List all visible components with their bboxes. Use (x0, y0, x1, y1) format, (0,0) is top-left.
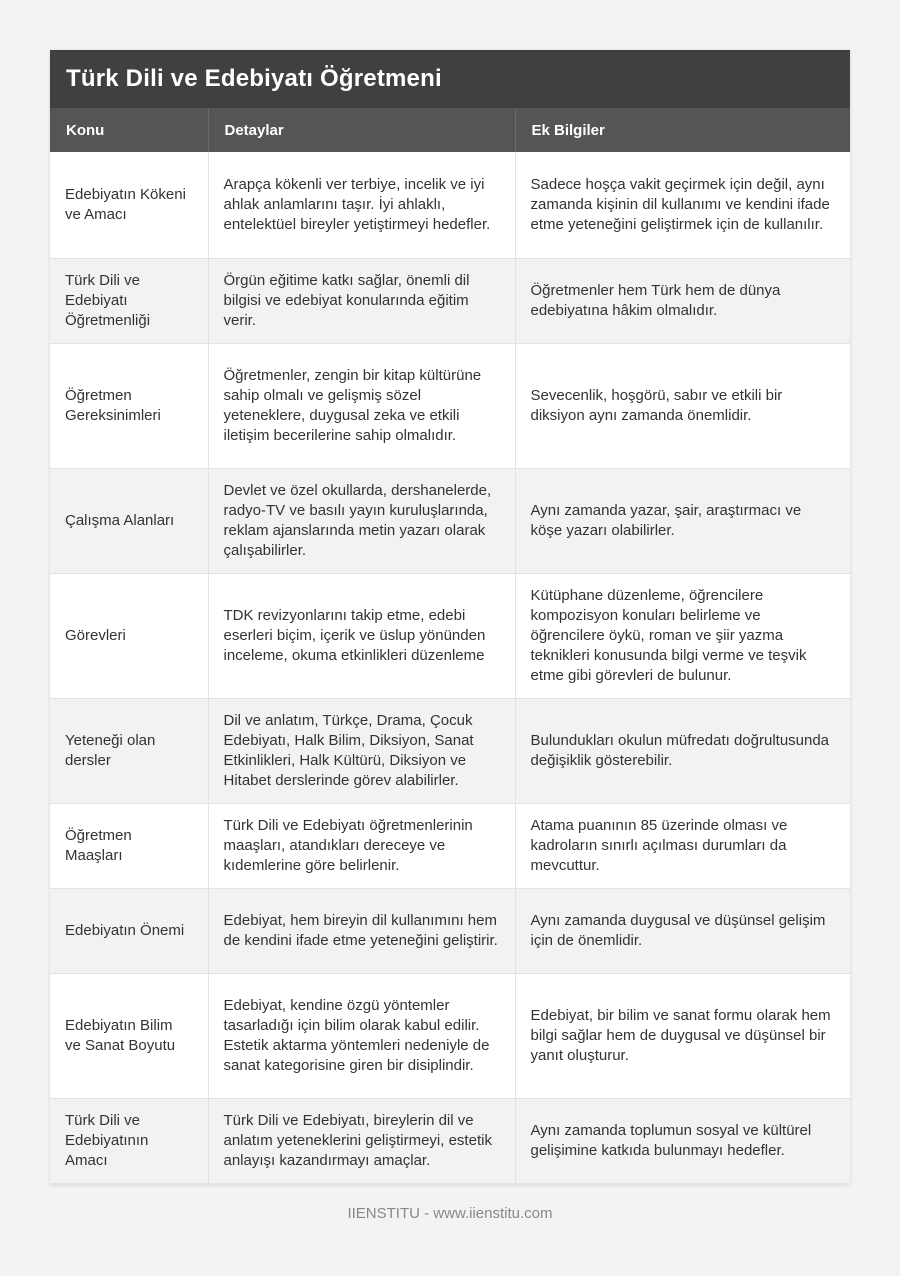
cell-konu: Edebiyatın Kökeni ve Amacı (50, 152, 208, 258)
cell-konu: Türk Dili ve Edebiyatının Amacı (50, 1098, 208, 1183)
table-row (50, 258, 850, 343)
title-bar (50, 50, 850, 108)
cell-detaylar: Edebiyat, hem bireyin dil kullanımını hem de kendini ifade etme yeteneğini geliştirir. (208, 888, 515, 973)
column-header-ek-bilgiler: Ek Bilgiler (515, 108, 850, 152)
table-row (50, 698, 850, 803)
table-row (50, 152, 850, 258)
cell-konu: Yeteneği olan dersler (50, 698, 208, 803)
column-header-detaylar: Detaylar (208, 108, 515, 152)
cell-konu: Edebiyatın Önemi (50, 888, 208, 973)
cell-ek-bilgiler: Atama puanının 85 üzerinde olması ve kadroların sınırlı açılması durumları da mevcuttur. (515, 803, 850, 888)
column-header-konu: Konu (50, 108, 208, 152)
cell-konu: Edebiyatın Bilim ve Sanat Boyutu (50, 973, 208, 1098)
cell-detaylar: Dil ve anlatım, Türkçe, Drama, Çocuk Edebiyatı, Halk Bilim, Diksiyon, Sanat Etkinlikleri, Halk Kültürü, Diksiyon ve Hitabet derslerinde görev alabilirler. (208, 698, 515, 803)
cell-detaylar: Öğretmenler, zengin bir kitap kültürüne sahip olmalı ve gelişmiş sözel yeteneklere, duygusal zeka ve etkili iletişim becerilerine sahip olmalıdır. (208, 343, 515, 468)
table-row (50, 468, 850, 573)
table-row (50, 888, 850, 973)
table-header-row (50, 108, 850, 152)
table-row (50, 973, 850, 1098)
cell-konu: Görevleri (50, 573, 208, 698)
cell-detaylar: Türk Dili ve Edebiyatı, bireylerin dil ve anlatım yeteneklerini geliştirmeyi, estetik anlayışı kazandırmayı amaçlar. (208, 1098, 515, 1183)
cell-ek-bilgiler: Edebiyat, bir bilim ve sanat formu olarak hem bilgi sağlar hem de duygusal ve düşünsel bir yanıt oluşturur. (515, 973, 850, 1098)
document-card (50, 50, 850, 1184)
info-table (50, 108, 850, 1184)
cell-detaylar: Arapça kökenli ver terbiye, incelik ve iyi ahlak anlamlarını taşır. İyi ahlaklı, entelektüel bireyler yetiştirmeyi hedefler. (208, 152, 515, 258)
cell-ek-bilgiler: Sadece hoşça vakit geçirmek için değil, aynı zamanda kişinin dil kullanımı ve kendini ifade etme yeteneğini geliştirmek için de kullanılır. (515, 152, 850, 258)
table-row (50, 573, 850, 698)
cell-detaylar: Devlet ve özel okullarda, dershanelerde, radyo-TV ve basılı yayın kuruluşlarında, reklam ajanslarında metin yazarı olarak çalışabilirler. (208, 468, 515, 573)
cell-detaylar: Edebiyat, kendine özgü yöntemler tasarladığı için bilim olarak kabul edilir. Estetik aktarma yöntemleri nedeniyle de sanat kategorisine giren bir disiplindir. (208, 973, 515, 1098)
cell-konu: Çalışma Alanları (50, 468, 208, 573)
cell-konu: Öğretmen Maaşları (50, 803, 208, 888)
table-row (50, 1098, 850, 1183)
page-title: Türk Dili ve Edebiyatı Öğretmeni (66, 65, 442, 92)
footer-credit: IIENSTITU - www.iienstitu.com (347, 1205, 553, 1222)
table-row (50, 343, 850, 468)
cell-ek-bilgiler: Öğretmenler hem Türk hem de dünya edebiyatına hâkim olmalıdır. (515, 258, 850, 343)
cell-detaylar: Türk Dili ve Edebiyatı öğretmenlerinin maaşları, atandıkları dereceye ve kıdemlerine göre belirlenir. (208, 803, 515, 888)
cell-konu: Türk Dili ve Edebiyatı Öğretmenliği (50, 258, 208, 343)
cell-ek-bilgiler: Aynı zamanda yazar, şair, araştırmacı ve köşe yazarı olabilirler. (515, 468, 850, 573)
cell-ek-bilgiler: Aynı zamanda duygusal ve düşünsel gelişim için de önemlidir. (515, 888, 850, 973)
cell-ek-bilgiler: Bulundukları okulun müfredatı doğrultusunda değişiklik gösterebilir. (515, 698, 850, 803)
cell-ek-bilgiler: Sevecenlik, hoşgörü, sabır ve etkili bir diksiyon aynı zamanda önemlidir. (515, 343, 850, 468)
cell-detaylar: TDK revizyonlarını takip etme, edebi eserleri biçim, içerik ve üslup yönünden inceleme, okuma etkinlikleri düzenleme (208, 573, 515, 698)
cell-konu: Öğretmen Gereksinimleri (50, 343, 208, 468)
cell-ek-bilgiler: Aynı zamanda toplumun sosyal ve kültürel gelişimine katkıda bulunmayı hedefler. (515, 1098, 850, 1183)
cell-detaylar: Örgün eğitime katkı sağlar, önemli dil bilgisi ve edebiyat konularında eğitim verir. (208, 258, 515, 343)
table-row (50, 803, 850, 888)
cell-ek-bilgiler: Kütüphane düzenleme, öğrencilere kompozisyon konuları belirleme ve öğrencilere öykü, roman ve şiir yazma teknikleri konusunda bilgi verme ve teşvik etme gibi görevleri de bulunur. (515, 573, 850, 698)
